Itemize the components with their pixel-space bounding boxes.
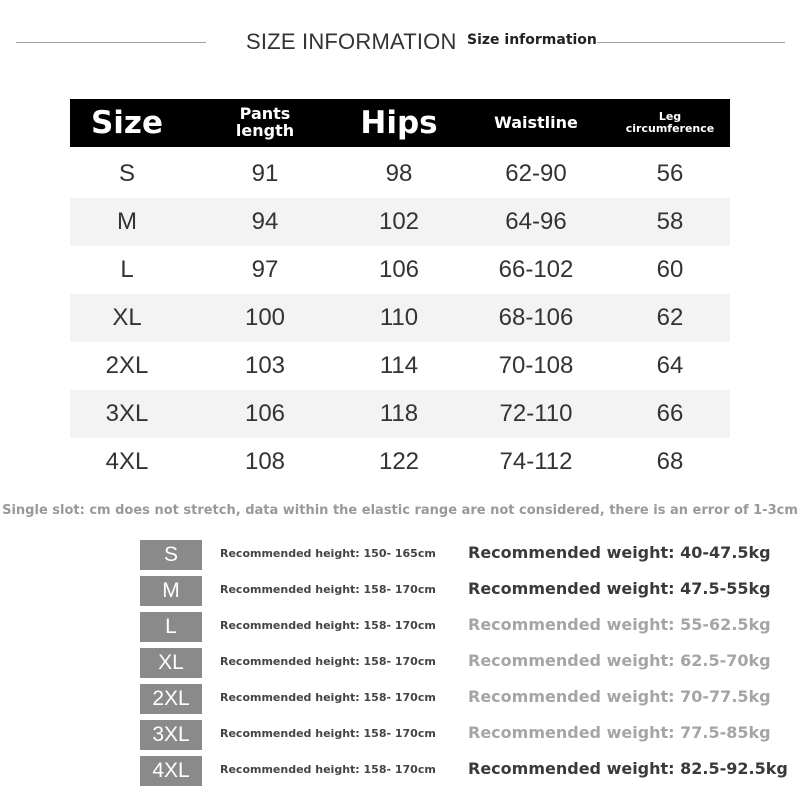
cell-size: L bbox=[120, 256, 134, 283]
size-badge: 2XL bbox=[140, 684, 202, 714]
cell-hips: 118 bbox=[379, 400, 419, 427]
header-pants-length bbox=[208, 99, 322, 147]
cell-leg-circumference: 68 bbox=[656, 448, 684, 475]
recommended-weight: Recommended weight: 40-47.5kg bbox=[468, 543, 771, 562]
cell-waistline: 66-102 bbox=[498, 256, 574, 283]
cell-leg-circumference: 64 bbox=[656, 352, 684, 379]
table-row bbox=[70, 246, 730, 294]
size-badge: S bbox=[140, 540, 202, 570]
header-waistline-label: Waistline bbox=[494, 112, 578, 132]
cell-leg-circumference: 66 bbox=[656, 400, 684, 427]
header-hips bbox=[341, 99, 457, 147]
cell-size: 3XL bbox=[105, 400, 149, 427]
recommended-height: Recommended height: 158- 170cm bbox=[220, 655, 436, 668]
page-title: SIZE INFORMATION bbox=[246, 29, 457, 54]
recommendation-row bbox=[140, 574, 790, 610]
cell-size: XL bbox=[112, 304, 142, 331]
cell-hips: 114 bbox=[379, 352, 419, 379]
table-row bbox=[70, 438, 730, 486]
recommendation-row bbox=[140, 682, 790, 718]
title-divider-left bbox=[16, 42, 206, 43]
header-hips-label: Hips bbox=[360, 104, 438, 141]
header-leg-line1: Leg bbox=[658, 110, 682, 124]
size-badge: 4XL bbox=[140, 756, 202, 786]
recommended-height: Recommended height: 158- 170cm bbox=[220, 619, 436, 632]
header-size-label: Size bbox=[90, 104, 164, 141]
cell-leg-circumference: 60 bbox=[656, 256, 684, 283]
recommended-weight: Recommended weight: 62.5-70kg bbox=[468, 651, 771, 670]
recommendation-row bbox=[140, 538, 790, 574]
table-row bbox=[70, 294, 730, 342]
recommended-weight: Recommended weight: 77.5-85kg bbox=[468, 723, 771, 742]
recommended-height: Recommended height: 158- 170cm bbox=[220, 583, 436, 596]
cell-pants-length: 91 bbox=[251, 160, 279, 187]
cell-size: M bbox=[117, 208, 137, 235]
header-leg-line2: circumference bbox=[625, 122, 715, 135]
recommended-weight: Recommended weight: 47.5-55kg bbox=[468, 579, 771, 598]
cell-pants-length: 108 bbox=[244, 448, 286, 475]
cell-size: 2XL bbox=[105, 352, 149, 379]
recommended-height: Recommended height: 158- 170cm bbox=[220, 727, 436, 740]
cell-hips: 102 bbox=[378, 208, 420, 235]
cell-pants-length: 97 bbox=[251, 256, 279, 283]
cell-waistline: 68-106 bbox=[498, 304, 574, 331]
cell-hips: 122 bbox=[378, 448, 420, 475]
header-pants-length-line1: Pants bbox=[239, 104, 291, 124]
title-divider-right bbox=[597, 42, 785, 43]
table-row bbox=[70, 198, 730, 246]
size-table-body bbox=[70, 150, 730, 486]
recommendation-row bbox=[140, 718, 790, 754]
table-row bbox=[70, 390, 730, 438]
cell-pants-length: 100 bbox=[244, 304, 286, 331]
cell-leg-circumference: 58 bbox=[656, 208, 684, 235]
recommended-weight: Recommended weight: 70-77.5kg bbox=[468, 687, 771, 706]
header-pants-length-line2: length bbox=[235, 121, 295, 140]
header-leg-circumference bbox=[610, 99, 730, 147]
header-size bbox=[70, 99, 184, 147]
cell-pants-length: 94 bbox=[251, 208, 279, 235]
cell-size: 4XL bbox=[105, 448, 149, 475]
table-row bbox=[70, 150, 730, 198]
size-table-header bbox=[70, 99, 730, 147]
cell-waistline: 64-96 bbox=[505, 208, 567, 235]
cell-size: S bbox=[118, 160, 135, 187]
recommendation-row bbox=[140, 754, 790, 790]
size-badge: M bbox=[140, 576, 202, 606]
size-badge: 3XL bbox=[140, 720, 202, 750]
recommended-weight: Recommended weight: 55-62.5kg bbox=[468, 615, 771, 634]
cell-hips: 98 bbox=[385, 160, 413, 187]
cell-hips: 106 bbox=[378, 256, 420, 283]
cell-waistline: 62-90 bbox=[505, 160, 567, 187]
recommendation-row bbox=[140, 646, 790, 682]
table-row bbox=[70, 342, 730, 390]
cell-waistline: 70-108 bbox=[498, 352, 574, 379]
recommendation-list bbox=[140, 538, 790, 790]
cell-leg-circumference: 62 bbox=[656, 304, 684, 331]
measurement-note: Single slot: cm does not stretch, data within the elastic range are not considered, there is an error of 1-3cm bbox=[2, 503, 798, 518]
cell-waistline: 74-112 bbox=[499, 448, 573, 475]
cell-hips: 110 bbox=[379, 304, 419, 331]
recommended-weight: Recommended weight: 82.5-92.5kg bbox=[468, 759, 788, 778]
page-subtitle: Size information bbox=[467, 32, 597, 48]
recommended-height: Recommended height: 158- 170cm bbox=[220, 691, 436, 704]
header-waistline bbox=[466, 99, 606, 147]
recommended-height: Recommended height: 158- 170cm bbox=[220, 763, 436, 776]
size-badge: XL bbox=[140, 648, 202, 678]
cell-pants-length: 103 bbox=[244, 352, 286, 379]
recommendation-row bbox=[140, 610, 790, 646]
cell-leg-circumference: 56 bbox=[656, 160, 684, 187]
cell-waistline: 72-110 bbox=[499, 400, 573, 427]
recommended-height: Recommended height: 150- 165cm bbox=[220, 547, 436, 560]
cell-pants-length: 106 bbox=[244, 400, 286, 427]
size-badge: L bbox=[140, 612, 202, 642]
